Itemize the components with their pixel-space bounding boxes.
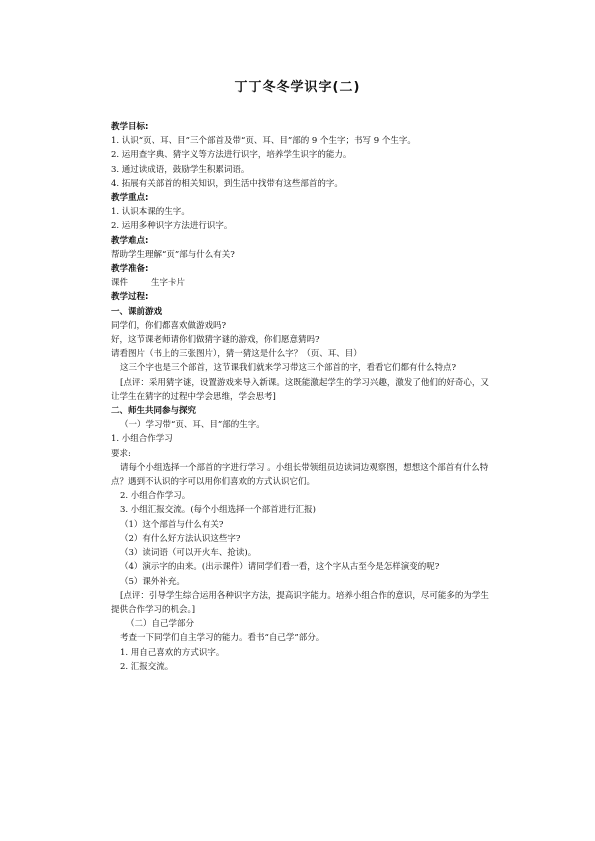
text-line: 3. 通过读成语，鼓励学生积累词语。 — [111, 164, 250, 175]
page-title: 丁丁冬冬学识字(二) — [234, 80, 361, 95]
text-line: 好，这节课老师请你们做猜字谜的游戏，你们愿意猜吗? — [111, 335, 320, 346]
text-line: 要求: — [111, 448, 131, 459]
paragraph: 请每个小组选择一个部首的字进行学习 。小组长带领组员边读词边观察图，想想这个部首有什么特点？遇到不认识的字可以用你们喜欢的方式认识它们。 — [111, 462, 489, 488]
paragraph: [点评：采用猜字谜，设置游戏来导入新课。这既能激起学生的学习兴趣，激发了他们的好奇心，又让学生在猜字的过程中学会思维，学会思考] — [111, 377, 489, 402]
text-line: （一）学习带“页、耳、目”部的生字。 — [120, 420, 265, 431]
material-item: 课件 — [111, 278, 129, 289]
paragraph: 这三个字也是三个部首，这节课我们就来学习带这三个部首的字，看看它们都有什么特点? — [120, 363, 457, 374]
text-line: 1. 小组合作学习 — [111, 434, 173, 445]
materials-line — [111, 276, 489, 290]
text-line: 2. 运用查字典、猜字义等方法进行识字，培养学生识字的能力。 — [111, 150, 352, 161]
section-heading: 教学重点: — [111, 193, 149, 204]
paragraph: [点评：引导学生综合运用各种识字方法，提高识字能力。培养小组合作的意识，尽可能多的为学生提供合作学习的机会。] — [111, 590, 489, 615]
text-line: 帮助学生理解“页”部与什么有关? — [111, 249, 235, 260]
text-line: 2. 小组合作学习。 — [120, 491, 191, 502]
text-line: （1）这个部首与什么有关? — [120, 519, 224, 530]
lesson-body — [111, 120, 489, 674]
text-line: 2. 汇报交流。 — [120, 661, 174, 672]
text-line: （3）读词语（可以开火车、抢读)。 — [120, 548, 257, 559]
text-line: 1. 认识本课的生字。 — [111, 207, 190, 218]
section-heading: 教学难点: — [111, 235, 149, 246]
text-line: 请看图片（书上的三张图片），猜一猜这是什么字？（页、耳、目） — [111, 349, 362, 360]
section-heading: 教学准备: — [111, 264, 149, 275]
text-line: 4. 拓展有关部首的相关知识，到生活中找带有这些部首的字。 — [111, 178, 343, 189]
text-line: 同学们，你们都喜欢做游戏吗? — [111, 320, 227, 331]
section-heading: 教学过程: — [111, 292, 149, 303]
text-line: 2. 运用多种识字方法进行识字。 — [111, 221, 233, 232]
section-heading: 教学目标: — [111, 122, 149, 132]
text-line: 1. 认识“页、耳、目”三个部首及带“页、耳、目”部的 9 个生字；书写 9 个生字。 — [111, 136, 416, 147]
section-heading: 一、课前游戏 — [111, 306, 163, 317]
text-line: 考查一下同学们自主学习的能力。看书“自己学”部分。 — [120, 633, 325, 644]
subsection-heading: （二）自己学部分 — [126, 619, 195, 630]
text-line: 3. 小组汇报交流。(每个小组选择一个部首进行汇报) — [120, 505, 316, 516]
text-line: （2）有什么好方法认识这些字? — [120, 533, 241, 544]
section-heading: 二、师生共同参与探究 — [111, 406, 197, 417]
text-line: （5）课外补充。 — [120, 576, 185, 587]
paragraph: （4）演示字的由来。(出示课件）请同学们看一看，这个字从古至今是怎样演变的呢? — [120, 562, 440, 573]
material-item: 生字卡片 — [151, 278, 186, 289]
text-line: 1. 用自己喜欢的方式识字。 — [120, 647, 225, 658]
